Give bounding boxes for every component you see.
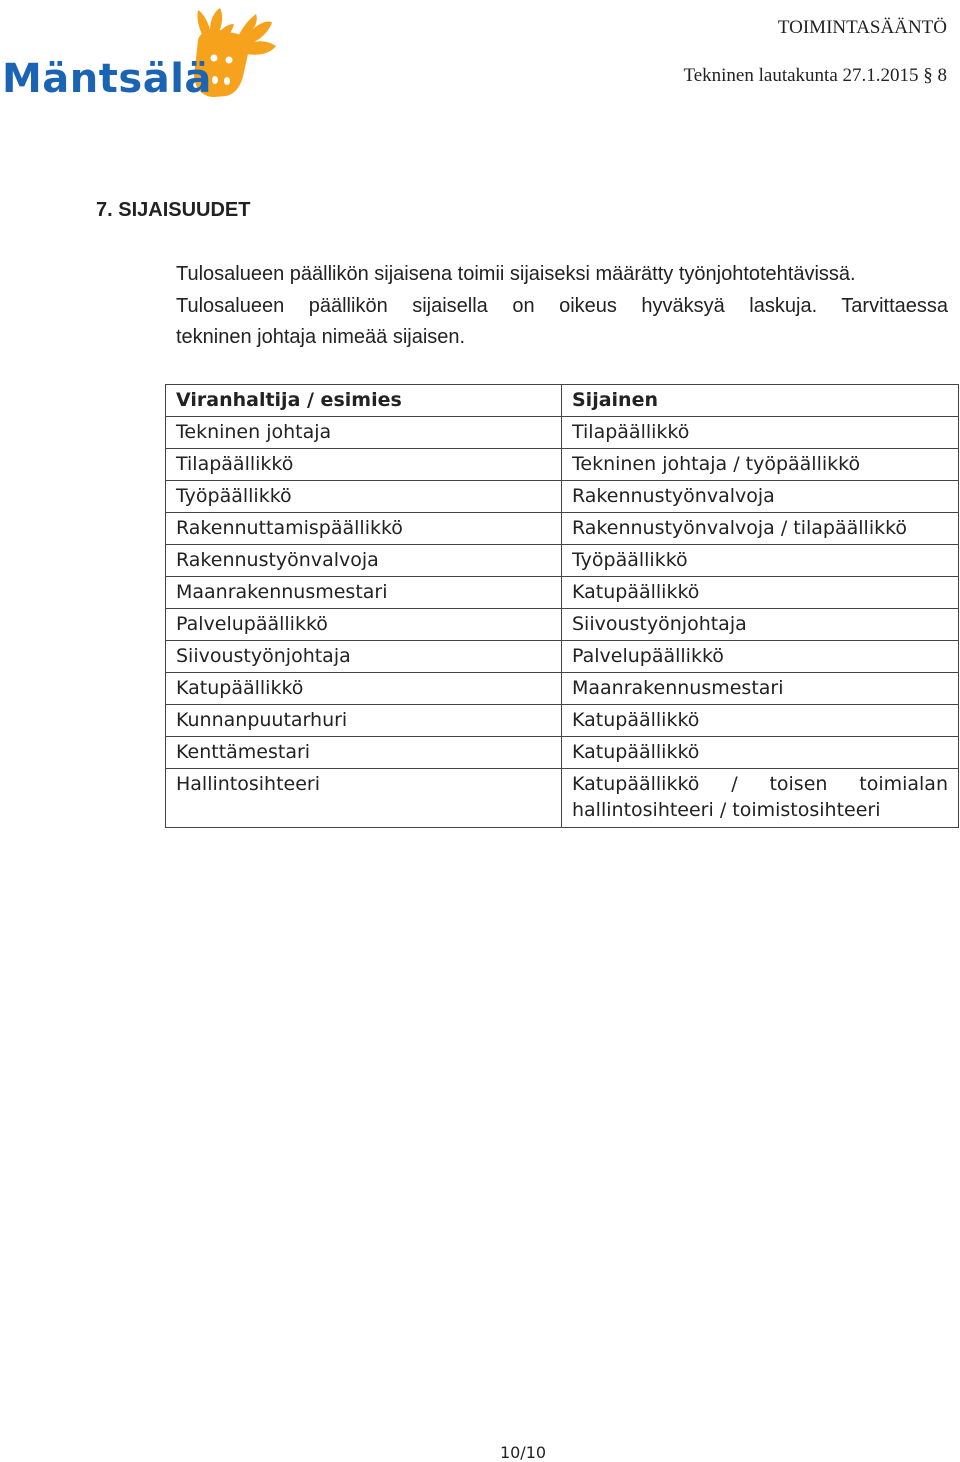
intro-line: tekninen johtaja nimeää sijaisen. [176, 326, 466, 348]
table-row [166, 513, 959, 545]
intro-line: Tulosalueen päällikön sijaisella on oikeus hyväksyä laskuja. Tarvittaessa [176, 294, 948, 317]
table-row [166, 641, 959, 673]
role-cell: Maanrakennusmestari [166, 577, 562, 609]
substitute-cell: Siivoustyönjohtaja [562, 609, 959, 641]
role-cell: Hallintosihteeri [166, 769, 562, 828]
document-reference: Tekninen lautakunta 27.1.2015 § 8 [683, 65, 947, 86]
substitute-line: hallintosihteeri / toimistosihteeri [572, 799, 881, 821]
role-cell: Kunnanpuutarhuri [166, 705, 562, 737]
section-title: 7. SIJAISUUDET [96, 199, 251, 221]
column-header-role: Viranhaltija / esimies [166, 385, 562, 417]
intro-line: Tulosalueen päällikön sijaisena toimii sijaiseksi määrätty työnjohtotehtävissä. [176, 263, 856, 285]
substitute-cell: Työpäällikkö [562, 545, 959, 577]
role-cell: Siivoustyönjohtaja [166, 641, 562, 673]
table-row [166, 737, 959, 769]
intro-paragraph [176, 259, 948, 354]
role-cell: Tilapäällikkö [166, 449, 562, 481]
substitute-cell: Katupäällikkö [562, 577, 959, 609]
substitutes-table [165, 384, 959, 828]
role-cell: Katupäällikkö [166, 673, 562, 705]
role-cell: Tekninen johtaja [166, 417, 562, 449]
role-cell: Rakennuttamispäällikkö [166, 513, 562, 545]
substitute-cell: Tekninen johtaja / työpäällikkö [562, 449, 959, 481]
table-row [166, 705, 959, 737]
table-row [166, 769, 959, 828]
moose-logo-icon [0, 2, 282, 102]
column-header-substitute: Sijainen [562, 385, 959, 417]
role-cell: Rakennustyönvalvoja [166, 545, 562, 577]
table-row [166, 673, 959, 705]
table-header-row [166, 385, 959, 417]
substitute-cell: Palvelupäällikkö [562, 641, 959, 673]
svg-text:Mäntsälä: Mäntsälä [2, 56, 212, 102]
substitute-cell: Katupäällikkö [562, 705, 959, 737]
substitute-line: Katupäällikkö / toisen toimialan [572, 773, 948, 795]
table-row [166, 577, 959, 609]
substitute-cell: Maanrakennusmestari [562, 673, 959, 705]
table-row [166, 417, 959, 449]
substitute-cell: Katupäällikkö [562, 737, 959, 769]
table-row [166, 449, 959, 481]
substitute-cell [562, 769, 959, 828]
document-type: TOIMINTASÄÄNTÖ [777, 17, 947, 38]
substitute-cell: Rakennustyönvalvoja [562, 481, 959, 513]
page-number: 10/10 [499, 1443, 547, 1462]
table-row [166, 609, 959, 641]
role-cell: Kenttämestari [166, 737, 562, 769]
table-row [166, 481, 959, 513]
mantsala-logo [0, 2, 282, 102]
role-cell: Palvelupäällikkö [166, 609, 562, 641]
substitute-cell: Tilapäällikkö [562, 417, 959, 449]
table-row [166, 545, 959, 577]
substitute-cell: Rakennustyönvalvoja / tilapäällikkö [562, 513, 959, 545]
role-cell: Työpäällikkö [166, 481, 562, 513]
